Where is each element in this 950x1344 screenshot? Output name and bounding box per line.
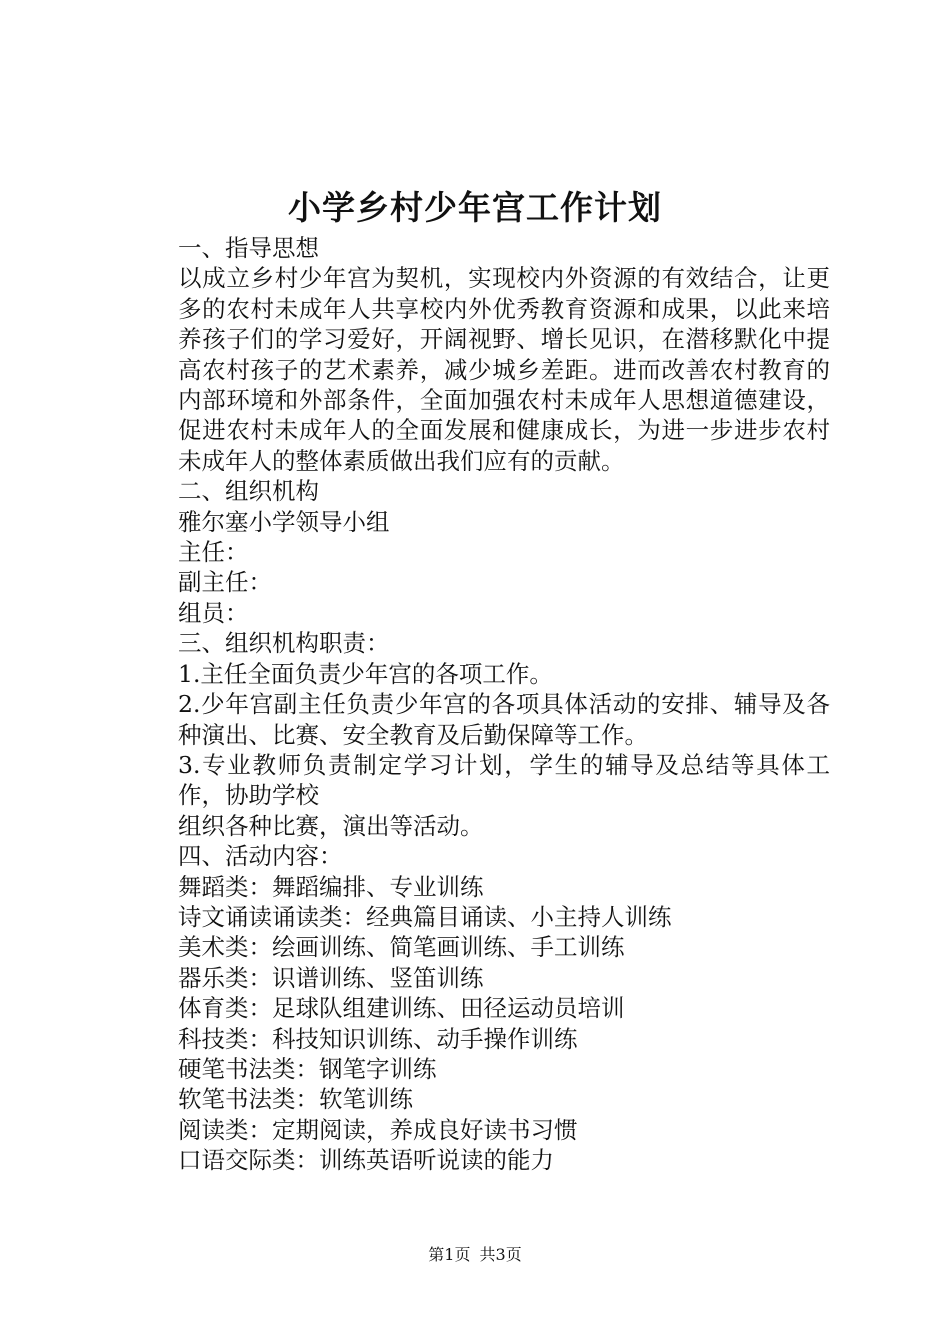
activity-item: 美术类：绘画训练、简笔画训练、手工训练 bbox=[178, 933, 625, 962]
document-body bbox=[130, 233, 830, 1176]
vice-director-line: 副主任： bbox=[178, 568, 272, 597]
duty-item-2: 2.少年宫副主任负责少年宫的各项具体活动的安排、辅导及各种演出、比赛、安全教育及后勤保障等工作。 bbox=[178, 690, 830, 749]
section-heading-guiding-thought: 一、指导思想 bbox=[178, 234, 319, 262]
activity-item: 体育类：足球队组建训练、田径运动员培训 bbox=[178, 994, 625, 1023]
activity-item: 软笔书法类：软笔训练 bbox=[178, 1085, 413, 1114]
activity-item: 舞蹈类：舞蹈编排、专业训练 bbox=[178, 872, 484, 901]
duty-item-1: 1.主任全面负责少年宫的各项工作。 bbox=[178, 659, 553, 688]
activity-item: 口语交际类：训练英语听说读的能力 bbox=[178, 1146, 554, 1175]
section-heading-activities: 四、活动内容： bbox=[178, 842, 343, 871]
activity-item: 硬笔书法类：钢笔字训练 bbox=[178, 1054, 437, 1083]
paragraph-guiding-thought: 以成立乡村少年宫为契机，实现校内外资源的有效结合，让更多的农村未成年人共享校内外优秀教育资源和成果，以此来培养孩子们的学习爱好，开阔视野、增长见识，在潜移默化中提高农村孩子的艺术素养，减少城乡差距。进而改善农村教育的内部环境和外部条件，全面加强农村未成年人思想道德建设，促进农村未成年人的全面发展和健康成长，为进一步进步农村未成年人的整体素质做出我们应有的贡献。 bbox=[178, 264, 830, 475]
duty-item-3: 3.专业教师负责制定学习计划，学生的辅导及总结等具体工作，协助学校 bbox=[178, 750, 830, 810]
page-total: 共3页 bbox=[479, 1245, 522, 1264]
activity-item: 诗文诵读诵读类：经典篇目诵读、小主持人训练 bbox=[178, 902, 672, 931]
activity-item: 阅读类：定期阅读，养成良好读书习惯 bbox=[178, 1115, 578, 1144]
organization-name: 雅尔塞小学领导小组 bbox=[178, 507, 390, 536]
activity-item: 器乐类：识谱训练、竖笛训练 bbox=[178, 963, 484, 992]
director-line: 主任： bbox=[178, 538, 249, 567]
activity-item: 科技类：科技知识训练、动手操作训练 bbox=[178, 1024, 578, 1053]
section-heading-organization: 二、组织机构 bbox=[178, 477, 319, 506]
page-footer bbox=[0, 1244, 950, 1266]
members-line: 组员： bbox=[178, 598, 249, 627]
section-heading-duties: 三、组织机构职责： bbox=[178, 629, 390, 658]
duty-item-3-continued: 组织各种比赛，演出等活动。 bbox=[178, 811, 484, 840]
document-title: 小学乡村少年宫工作计划 bbox=[288, 188, 662, 227]
page-number: 第1页 bbox=[428, 1245, 471, 1264]
